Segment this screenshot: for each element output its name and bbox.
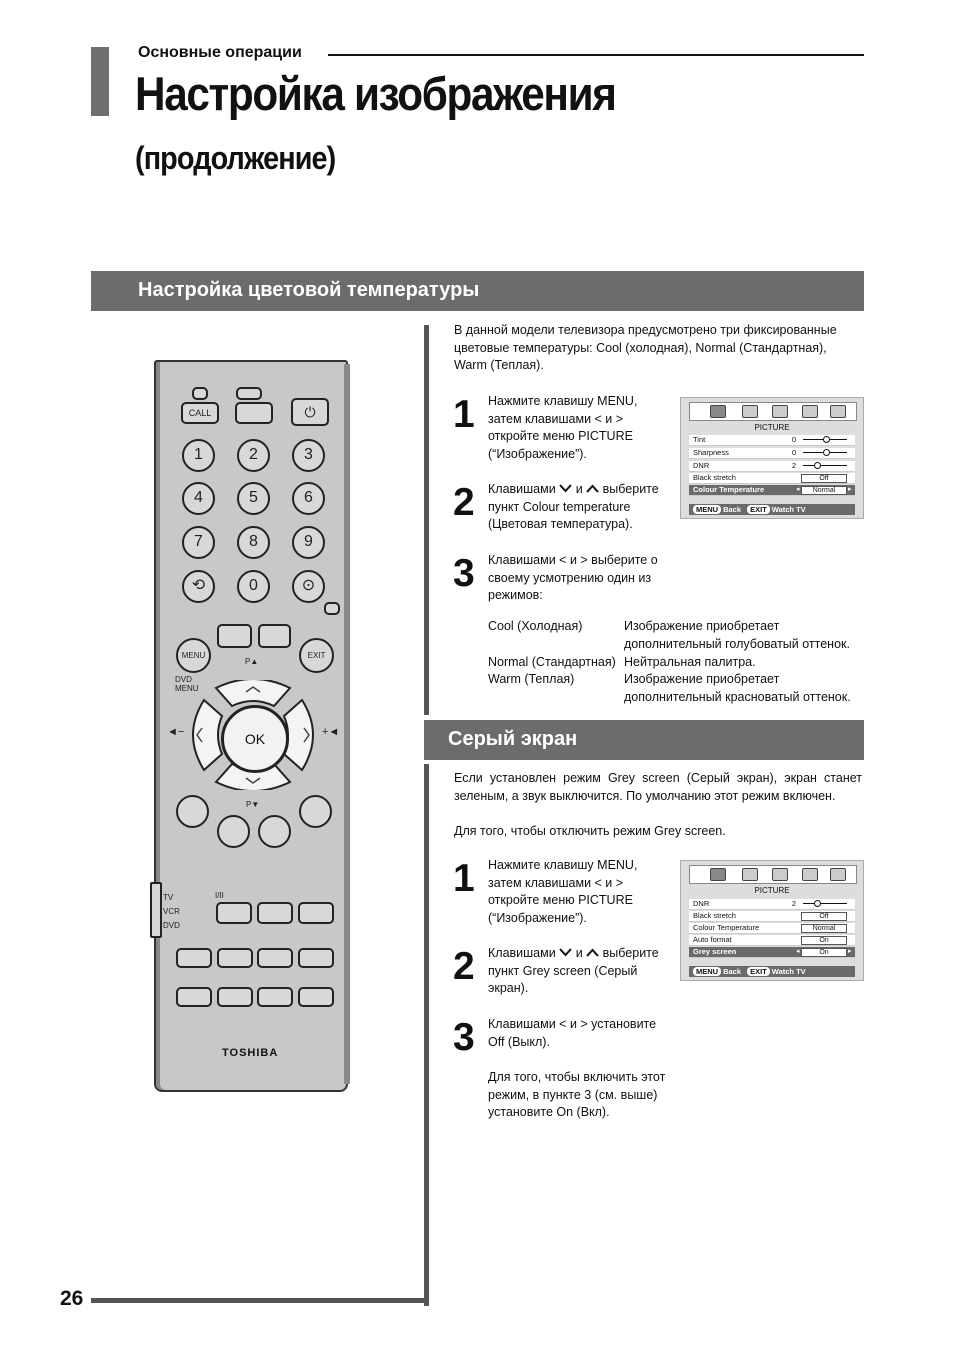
osd-footer-back: Back [723, 505, 742, 514]
mode-switch [150, 882, 162, 938]
mode-vcr-label: VCR [163, 907, 180, 916]
osd-row [689, 923, 855, 934]
section1-intro: В данной модели телевизора предусмотрено три фиксированные цветовые температуры: Cool (холодная), Normal (Стандартная), Warm (Теплая). [454, 323, 837, 373]
step-text-pre: Клавишами [488, 482, 556, 496]
osd-row-label: Colour Temperature [693, 485, 765, 494]
picture-icon [710, 405, 726, 418]
osd-slider [803, 903, 847, 904]
recall-button: ⟲ [182, 570, 215, 603]
setup-icon [830, 405, 846, 418]
osd-picture-menu [680, 397, 864, 519]
screen-icon [324, 602, 340, 615]
osd-menu-icons [689, 865, 857, 884]
digit-button-8: 8 [237, 526, 270, 559]
yellow-button [258, 815, 291, 848]
blue-button [299, 795, 332, 828]
digit-button-2: 2 [237, 439, 270, 472]
chevron-up-icon [586, 948, 599, 957]
osd-row [689, 448, 855, 459]
footer-rule [91, 1298, 425, 1303]
chapter-subtitle: Основные операции [138, 44, 302, 61]
mode-name: Normal (Стандартная) [488, 655, 616, 669]
digit-button-7: 7 [182, 526, 215, 559]
mode-dvd-label: DVD [163, 921, 180, 930]
osd-picture-menu [680, 860, 864, 981]
mode-desc: Изображение приобретает дополнительный красноватый оттенок. [624, 672, 851, 704]
teletext-mix-button [235, 402, 273, 424]
osd-footer [689, 504, 855, 515]
osd-row-value: 2 [791, 461, 797, 470]
digit-button-1: 1 [182, 439, 215, 472]
call-button: CALL [181, 402, 219, 424]
step-text-mid: и [575, 482, 583, 496]
step-number: 2 [453, 481, 475, 524]
osd-slider [803, 452, 847, 453]
volume-up-icon: +◄ [322, 726, 340, 738]
osd-row-option: Off [801, 474, 847, 483]
sound-icon [742, 405, 758, 418]
mode-desc: Нейтральная палитра. [624, 655, 756, 669]
play-button [176, 987, 212, 1007]
step-text-pre: Клавишами [488, 946, 556, 960]
osd-row-label: Colour Temperature [693, 923, 760, 932]
osd-slider-knob [814, 462, 821, 469]
stop-button [217, 987, 253, 1007]
osd-row [689, 935, 855, 946]
digit-button-9: 9 [292, 526, 325, 559]
step-text [488, 481, 673, 534]
osd-row-label: Auto format [693, 935, 732, 944]
osd-key-menu: MENU [693, 505, 721, 514]
mode-name: Cool (Холодная) [488, 619, 583, 633]
fast-text-button [217, 624, 252, 648]
red-button [176, 795, 209, 828]
chevron-down-icon [559, 484, 572, 493]
teletext-mix-icon [236, 387, 262, 400]
osd-row-label: Grey screen [693, 947, 737, 956]
step-number: 1 [453, 393, 475, 436]
skip-back-button [257, 987, 293, 1007]
mono-stereo-label: I/II [215, 891, 224, 900]
osd-key-exit: EXIT [747, 505, 770, 514]
eject-button [217, 948, 253, 968]
osd-row-label: DNR [693, 461, 710, 470]
step-text [488, 945, 673, 998]
section-heading-text: Настройка цветовой температуры [138, 279, 480, 301]
osd-row-option: On [801, 948, 847, 957]
dvd-menu-label: DVD MENU [175, 675, 199, 693]
sound-icon [742, 868, 758, 881]
osd-row [689, 911, 855, 922]
feature-icon [772, 405, 788, 418]
power-button: ⏻ [291, 398, 329, 426]
ok-button: OK [221, 705, 289, 773]
column-divider [424, 325, 429, 715]
osd-slider-knob [823, 449, 830, 456]
osd-slider [803, 439, 847, 440]
osd-row [689, 435, 855, 446]
step-number: 1 [453, 857, 475, 900]
osd-row-label: Black stretch [693, 473, 736, 482]
column-divider [424, 764, 429, 1306]
page-title: Настройка изображения [135, 67, 616, 120]
osd-row-option: Normal [801, 486, 847, 495]
digit-button-6: 6 [292, 482, 325, 515]
program-down-label: P▼ [246, 800, 260, 809]
skip-forward-button [298, 987, 334, 1007]
osd-row-selected [689, 947, 855, 958]
remote-side-shade [344, 364, 350, 1084]
volume-down-icon: ◄− [167, 726, 185, 738]
osd-row-label: Black stretch [693, 911, 736, 920]
step-number: 3 [453, 1016, 475, 1059]
green-button [217, 815, 250, 848]
install-icon [802, 405, 818, 418]
step-text: Клавишами < и > выберите о своему усмотрению один из режимов: [488, 553, 658, 603]
digit-button-4: 4 [182, 482, 215, 515]
osd-row-option: Off [801, 912, 847, 921]
header-accent-bar [91, 47, 109, 116]
arrow-right-icon: ▸ [848, 486, 852, 493]
osd-row-label: Tint [693, 435, 706, 444]
step-text-mid: и [575, 946, 583, 960]
brand-logo: TOSHIBA [222, 1047, 279, 1059]
mode-name: Warm (Теплая) [488, 672, 575, 686]
header-rule [328, 54, 864, 56]
osd-row-label: Sharpness [693, 448, 729, 457]
step-text: Нажмите клавишу MENU, затем клавишами < и > откройте меню PICTURE (“Изображение”). [488, 858, 638, 926]
mono-stereo-button [216, 902, 252, 924]
digit-button-0: 0 [237, 570, 270, 603]
osd-row [689, 461, 855, 472]
osd-menu-icons [689, 402, 857, 421]
step-text-post: выберите пункт Colour temperature (Цветовая температура). [488, 482, 659, 532]
feature-icon [772, 868, 788, 881]
osd-row-label: DNR [693, 899, 710, 908]
exit-button: EXIT [299, 638, 334, 673]
picture-in-picture-button: ⊙ [292, 570, 325, 603]
osd-row [689, 473, 855, 484]
digit-button-5: 5 [237, 482, 270, 515]
chevron-down-icon [559, 948, 572, 957]
osd-footer [689, 966, 855, 977]
teletext-icon [192, 387, 208, 400]
osd-footer-watch: Watch TV [771, 967, 806, 976]
section2-intro2: Для того, чтобы отключить режим Grey screen. [454, 824, 726, 838]
osd-row-selected [689, 485, 855, 496]
mode-desc: Изображение приобретает дополнительный голубоватый оттенок. [624, 619, 850, 651]
fast-forward-button [298, 948, 334, 968]
osd-slider-knob [814, 900, 821, 907]
picture-icon [710, 868, 726, 881]
osd-row [689, 899, 855, 910]
step-text: Клавишами < и > установите Off (Выкл). [488, 1017, 657, 1049]
osd-footer-watch: Watch TV [771, 505, 806, 514]
install-icon [802, 868, 818, 881]
section2-intro: Если установлен режим Grey screen (Серый экран), экран станет зеленым, а звук выключится. По умолчанию этот режим включен. [454, 771, 862, 803]
step-note: Для того, чтобы включить этот режим, в пункте 3 (см. выше) установите On (Вкл). [488, 1070, 666, 1120]
menu-button: MENU [176, 638, 211, 673]
osd-row-option: Normal [801, 924, 847, 933]
arrow-left-icon: ◂ [796, 948, 800, 955]
osd-row-value: 0 [791, 448, 797, 457]
step-number: 3 [453, 552, 475, 595]
program-up-label: P▲ [245, 657, 259, 666]
digit-button-3: 3 [292, 439, 325, 472]
osd-footer-back: Back [723, 967, 742, 976]
arrow-left-icon: ◂ [796, 486, 800, 493]
mute-button [298, 902, 334, 924]
osd-title: PICTURE [754, 423, 790, 432]
osd-key-menu: MENU [693, 967, 721, 976]
osd-slider [803, 465, 847, 466]
setup-icon [830, 868, 846, 881]
osd-title: PICTURE [754, 886, 790, 895]
osd-row-option: On [801, 936, 847, 945]
pause-button [176, 948, 212, 968]
page-title-continued: (продолжение) [135, 140, 336, 176]
arrow-right-icon: ▸ [848, 948, 852, 955]
step-number: 2 [453, 945, 475, 988]
step-text: Нажмите клавишу MENU, затем клавишами < и > откройте меню PICTURE (“Изображение”). [488, 394, 638, 462]
rewind-button [257, 948, 293, 968]
osd-row-value: 2 [791, 899, 797, 908]
fast-text-button-2 [258, 624, 291, 648]
section-heading-text: Серый экран [448, 728, 578, 750]
osd-slider-knob [823, 436, 830, 443]
osd-key-exit: EXIT [747, 967, 770, 976]
step-text-post: выберите пункт Grey screen (Серый экран). [488, 946, 659, 996]
section-heading-grey-screen [424, 720, 864, 760]
osd-row-value: 0 [791, 435, 797, 444]
page-number: 26 [60, 1287, 84, 1310]
mode-tv-label: TV [163, 893, 174, 902]
section-heading-colour-temperature [91, 271, 864, 311]
chevron-up-icon [586, 484, 599, 493]
sound-button [257, 902, 293, 924]
